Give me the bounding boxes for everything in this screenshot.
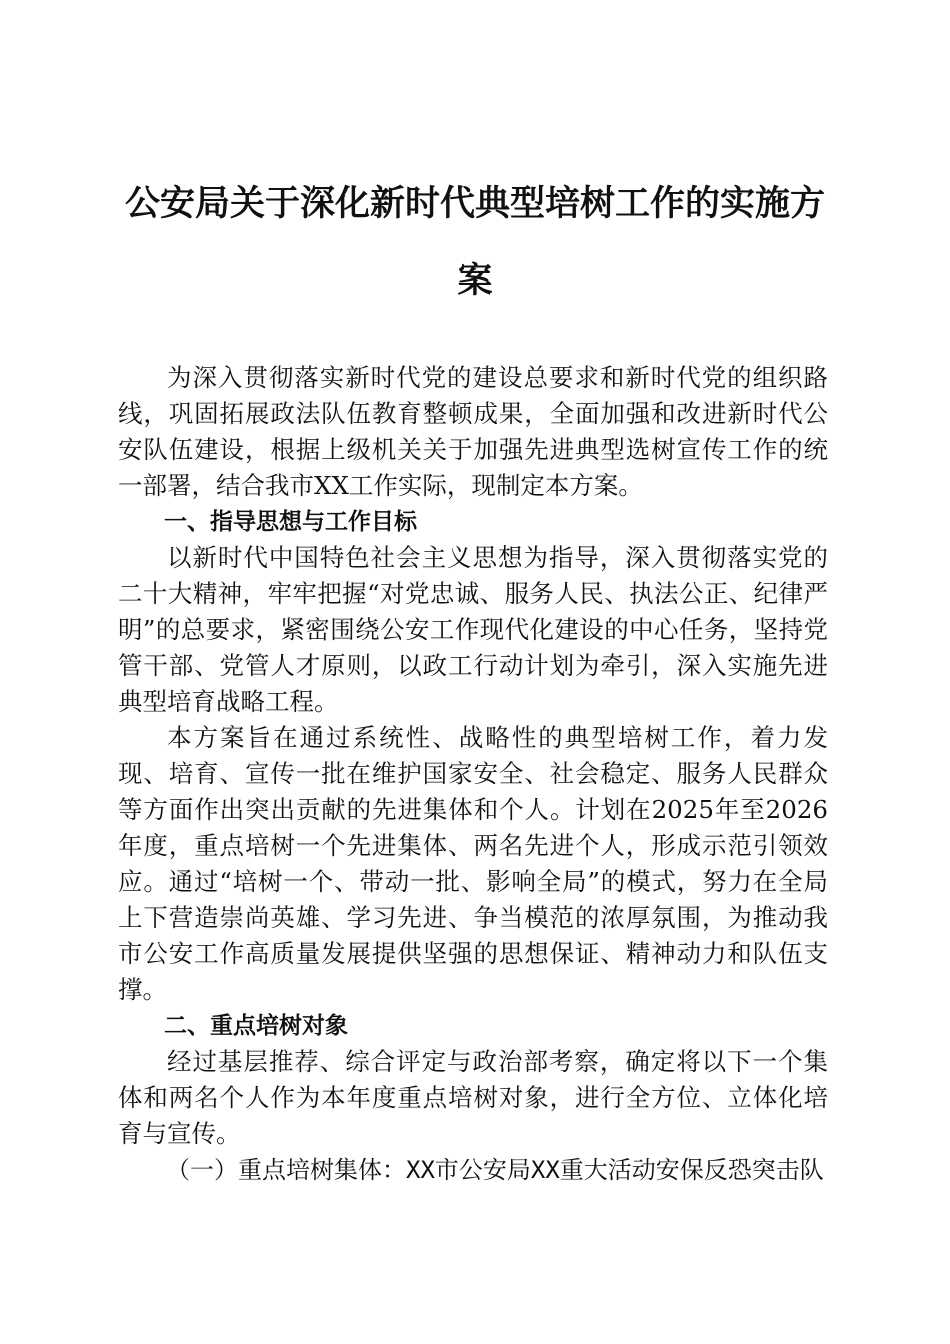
intro-paragraph: 为深入贯彻落实新时代党的建设总要求和新时代党的组织路线，巩固拓展政法队伍教育整顿成果，全面加强和改进新时代公安队伍建设，根据上级机关关于加强先进典型选树宣传工作的统一部署，结合我市XX工作实际，现制定本方案。	[118, 363, 828, 500]
section-2-subheading-1: （一）重点培树集体：XX市公安局XX重大活动安保反恐突击队	[166, 1156, 824, 1184]
section-1-paragraph-1: 以新时代中国特色社会主义思想为指导，深入贯彻落实党的二十大精神，牢牢把握“对党忠诚、服务人民、执法公正、纪律严明”的总要求，紧密围绕公安工作现代化建设的中心任务，坚持党管干部、党管人才原则，以政工行动计划为牵引，深入实施先进典型培育战略工程。	[118, 543, 828, 716]
section-1-paragraph-2: 本方案旨在通过系统性、战略性的典型培树工作，着力发现、培育、宣传一批在维护国家安全、社会稳定、服务人民群众等方面作出突出贡献的先进集体和个人。计划在2025年至2026年度，重点培树一个先进集体、两名先进个人，形成示范引领效应。通过“培树一个、带动一批、影响全局”的模式，努力在全局上下营造崇尚英雄、学习先进、争当模范的浓厚氛围，为推动我市公安工作高质量发展提供坚强的思想保证、精神动力和队伍支撑。	[118, 723, 828, 1004]
section-1-heading: 一、指导思想与工作目标	[164, 509, 417, 535]
section-2-heading: 二、重点培树对象	[164, 1013, 348, 1039]
document-title: 公安局关于深化新时代典型培树工作的实施方案	[124, 183, 825, 301]
document-body	[118, 360, 828, 1188]
section-2-paragraph-1: 经过基层推荐、综合评定与政治部考察，确定将以下一个集体和两名个人作为本年度重点培树对象，进行全方位、立体化培育与宣传。	[118, 1047, 828, 1148]
